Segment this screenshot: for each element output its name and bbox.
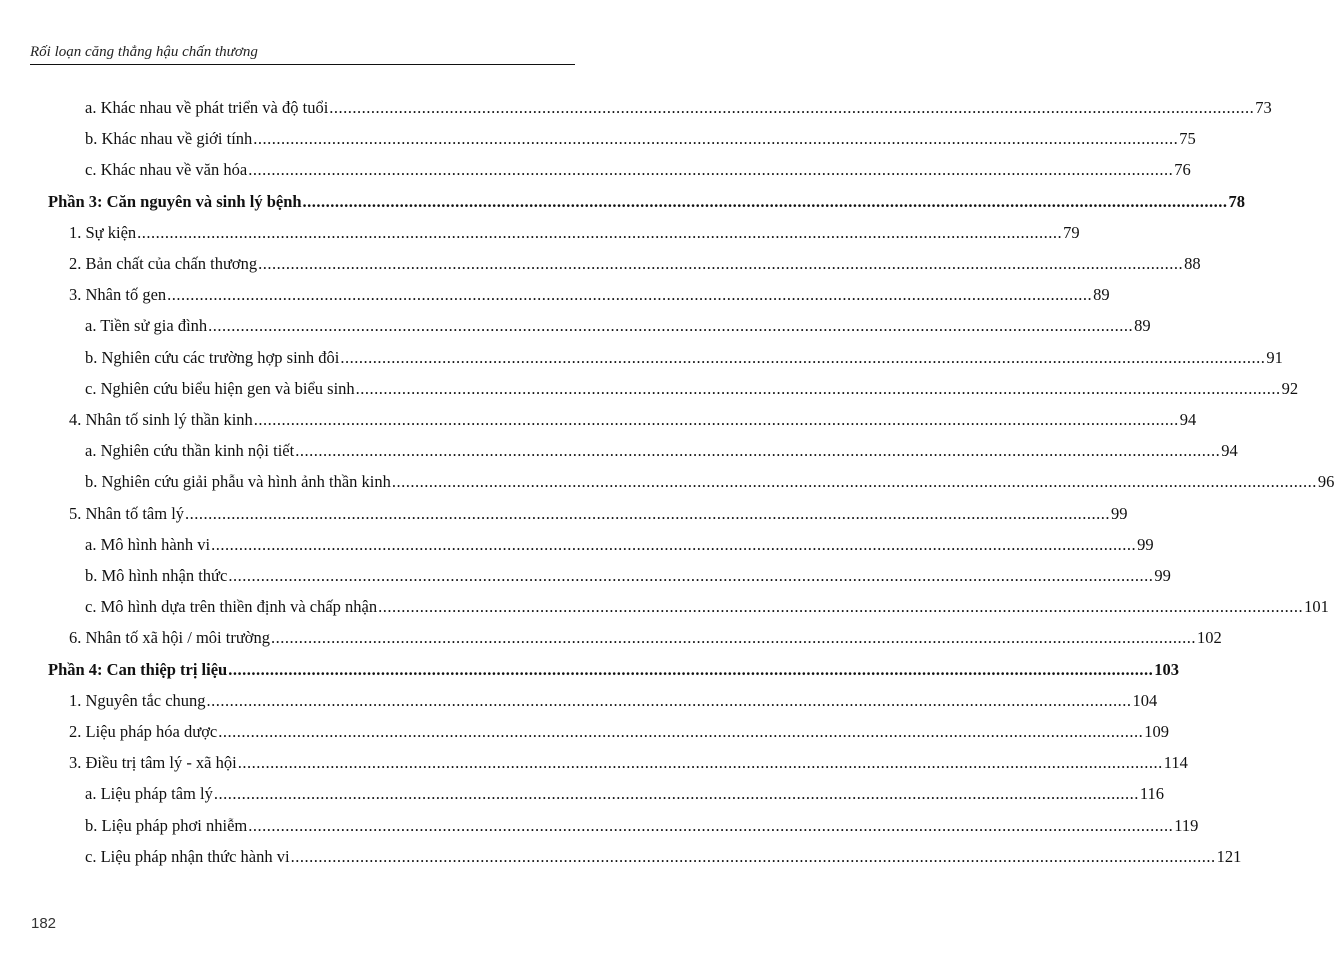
toc-entry-page-number: 76	[1174, 160, 1191, 180]
toc-entry-title: a. Liệu pháp tâm lý	[85, 784, 213, 804]
toc-entry-title: b. Liệu pháp phơi nhiễm	[85, 815, 248, 835]
toc-entry	[85, 597, 1329, 617]
dot-leader: ........................................................................................................................................................................................................	[270, 628, 1196, 648]
dot-leader: ........................................................................................................................................................................................................	[137, 222, 1063, 242]
toc-entry-title: b. Mô hình nhận thức	[85, 566, 228, 585]
toc-entry-page-number: 94	[1221, 441, 1238, 461]
toc-entry-page-number: 103	[1154, 659, 1179, 679]
toc-entry	[69, 628, 1222, 648]
toc-entry-title: 2. Liệu pháp hóa dược	[69, 722, 218, 741]
toc-entry	[85, 472, 1334, 492]
toc-entry	[69, 410, 1197, 430]
toc-entry	[85, 347, 1283, 368]
dot-leader: ........................................................................................................................................................................................................	[391, 472, 1317, 492]
toc-entry	[85, 566, 1171, 586]
toc-entry-title: b. Nghiên cứu giải phẫu và hình ảnh thần kinh	[85, 472, 391, 492]
toc-entry	[69, 285, 1110, 305]
dot-leader: ........................................................................................................................................................................................................	[258, 254, 1184, 273]
toc-entry	[69, 690, 1158, 711]
toc-entry	[69, 254, 1201, 274]
dot-leader: ........................................................................................................................................................................................................	[378, 597, 1304, 617]
toc-entry-title: a. Tiền sử gia đình	[85, 316, 208, 336]
toc-entry-title: c. Liệu pháp nhận thức hành vi	[85, 846, 290, 866]
toc-entry	[69, 722, 1170, 742]
toc-entry-title: c. Mô hình dựa trên thiền định và chấp nhận	[85, 597, 378, 617]
dot-leader: ........................................................................................................................................................................................................	[228, 659, 1154, 679]
toc-entry-title: c. Nghiên cứu biểu hiện gen và biểu sinh	[85, 378, 355, 398]
dot-leader: ........................................................................................................................................................................................................	[295, 441, 1221, 461]
toc-entry-page-number: 73	[1255, 98, 1272, 117]
toc-entry-page-number: 121	[1216, 846, 1242, 866]
toc-entry-page-number: 116	[1139, 784, 1164, 804]
dot-leader: ........................................................................................................................................................................................................	[253, 410, 1179, 429]
toc-entry-page-number: 78	[1228, 191, 1246, 211]
dot-leader: ........................................................................................................................................................................................................	[340, 347, 1266, 367]
dot-leader: ........................................................................................................................................................................................................	[208, 316, 1134, 336]
dot-leader: ........................................................................................................................................................................................................	[213, 784, 1139, 804]
toc-entry-page-number: 91	[1266, 347, 1283, 367]
toc-entry-page-number: 92	[1281, 378, 1299, 398]
dot-leader: ........................................................................................................................................................................................................	[206, 690, 1132, 710]
dot-leader: ........................................................................................................................................................................................................	[355, 378, 1281, 398]
dot-leader: ........................................................................................................................................................................................................	[228, 566, 1154, 585]
toc-entry-page-number: 89	[1093, 285, 1110, 305]
toc-entry-title: 3. Điều trị tâm lý - xã hội	[69, 753, 237, 773]
dot-leader: ........................................................................................................................................................................................................	[237, 753, 1163, 773]
toc-entry	[69, 503, 1128, 524]
toc-entry-title: 5. Nhân tố tâm lý	[69, 503, 185, 523]
toc-entry	[69, 753, 1188, 773]
toc-entry	[85, 316, 1151, 336]
toc-entry-title: Phần 4: Can thiệp trị liệu	[48, 659, 228, 679]
toc-entry-title: b. Nghiên cứu các trường hợp sinh đôi	[85, 347, 340, 367]
toc-entry	[69, 222, 1080, 243]
toc-entry-page-number: 114	[1163, 753, 1188, 773]
toc-entry	[85, 129, 1196, 149]
toc-entry-title: b. Khác nhau về giới tính	[85, 129, 253, 149]
toc-entry-title: a. Mô hình hành vi	[85, 534, 211, 554]
toc-entry-page-number: 75	[1179, 129, 1196, 149]
toc-entry-page-number: 104	[1132, 690, 1158, 710]
dot-leader: ........................................................................................................................................................................................................	[248, 815, 1174, 835]
toc-entry	[85, 534, 1154, 555]
toc-entry-page-number: 99	[1137, 534, 1154, 554]
toc-entry-title: 3. Nhân tố gen	[69, 285, 167, 305]
dot-leader: ........................................................................................................................................................................................................	[218, 722, 1144, 741]
toc-part-heading	[48, 191, 1246, 212]
toc-entry	[85, 441, 1238, 461]
running-header: Rối loạn căng thẳng hậu chấn thương	[30, 44, 258, 60]
dot-leader: ........................................................................................................................................................................................................	[290, 846, 1216, 866]
dot-leader: ........................................................................................................................................................................................................	[185, 503, 1111, 523]
dot-leader: ........................................................................................................................................................................................................	[167, 285, 1093, 305]
toc-entry-title: 1. Nguyên tắc chung	[69, 690, 206, 710]
toc-entry-page-number: 79	[1063, 222, 1080, 242]
toc-entry	[85, 815, 1199, 836]
toc-entry-page-number: 96	[1317, 472, 1334, 492]
toc-entry-page-number: 119	[1174, 815, 1199, 835]
header-rule	[30, 64, 575, 65]
toc-entry-page-number: 109	[1144, 722, 1170, 741]
toc-entry	[85, 160, 1191, 180]
toc-part-heading	[48, 659, 1179, 680]
toc-entry	[85, 378, 1299, 399]
dot-leader: ........................................................................................................................................................................................................	[302, 191, 1228, 211]
toc-entry-page-number: 88	[1184, 254, 1201, 273]
dot-leader: ........................................................................................................................................................................................................	[329, 98, 1255, 117]
toc-entry-page-number: 99	[1154, 566, 1171, 585]
toc-entry-page-number: 94	[1179, 410, 1197, 429]
toc-entry-page-number: 101	[1304, 597, 1329, 617]
toc-entry	[85, 98, 1272, 118]
toc-entry-title: a. Khác nhau về phát triển và độ tuổi	[85, 98, 329, 117]
toc-entry-title: 1. Sự kiện	[69, 222, 137, 242]
dot-leader: ........................................................................................................................................................................................................	[253, 129, 1179, 149]
toc-entry-title: 6. Nhân tố xã hội / môi trường	[69, 628, 270, 648]
toc-entry-title: a. Nghiên cứu thần kinh nội tiết	[85, 441, 295, 461]
toc-entry-page-number: 99	[1111, 503, 1128, 523]
dot-leader: ........................................................................................................................................................................................................	[211, 534, 1137, 554]
toc-entry	[85, 784, 1164, 804]
toc-entry-page-number: 89	[1134, 316, 1151, 336]
toc-entry-page-number: 102	[1196, 628, 1222, 648]
toc-entry	[85, 846, 1242, 867]
toc-entry-title: 4. Nhân tố sinh lý thần kinh	[69, 410, 253, 429]
toc-entry-title: c. Khác nhau về văn hóa	[85, 160, 248, 180]
page-number: 182	[31, 915, 57, 932]
toc-entry-title: Phần 3: Căn nguyên và sinh lý bệnh	[48, 191, 302, 211]
toc-entry-title: 2. Bản chất của chấn thương	[69, 254, 258, 273]
dot-leader: ........................................................................................................................................................................................................	[248, 160, 1174, 180]
